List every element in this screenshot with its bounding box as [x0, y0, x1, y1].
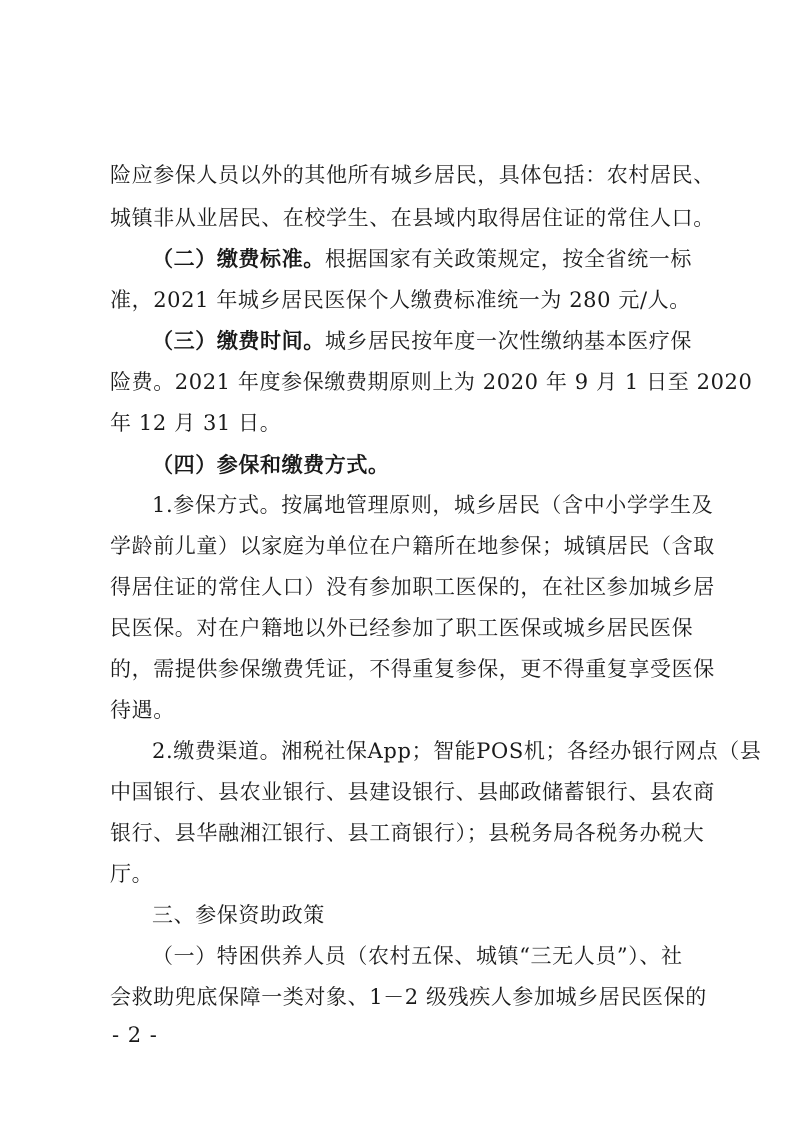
text-line-7: 险费。2021 年度参保缴费期原则上为 2020 年 9 月 1 日至 2020	[110, 370, 753, 394]
text-line-2: 城镇非从业居民、在校学生、在县域内取得居住证的常住人口。	[110, 206, 715, 230]
section-heading-three: 三、参保资助政策	[152, 903, 325, 927]
text-line-8: 年 12 月 31 日。	[110, 411, 282, 435]
text-line-11: 学龄前儿童）以家庭为单位在户籍所在地参保；城镇居民（含取	[110, 534, 715, 558]
section-2-line	[152, 244, 693, 274]
section-2-text: 根据国家有关政策规定，按全省统一标	[324, 247, 693, 271]
text-line-13: 民医保。对在户籍地以外已经参加了职工医保或城乡居民医保	[110, 616, 694, 640]
section-3-heading: 缴费时间。	[216, 328, 325, 353]
text-line-16: 2.缴费渠道。湘税社保App；智能POS机；各经办银行网点（县	[152, 739, 762, 763]
section-2-heading: 缴费标准。	[216, 246, 325, 271]
text-line-22: 会救助兜底保障一类对象、1－2 级残疾人参加城乡居民医保的	[110, 985, 707, 1009]
text-line-21: （一）特困供养人员（农村五保、城镇“三无人员”）、社	[152, 944, 683, 968]
text-line-4: 准，2021 年城乡居民医保个人缴费标准统一为 280 元/人。	[110, 288, 691, 312]
text-line-10: 1.参保方式。按属地管理原则，城乡居民（含中小学学生及	[152, 493, 714, 517]
section-4-heading: （四）参保和缴费方式。	[152, 452, 390, 477]
text-line-15: 待遇。	[110, 698, 175, 722]
section-3-label: （三）	[152, 328, 217, 353]
section-3-text: 城乡居民按年度一次性缴纳基本医疗保	[324, 329, 693, 353]
text-line-17: 中国银行、县农业银行、县建设银行、县邮政储蓄银行、县农商	[110, 780, 715, 804]
section-3-line	[152, 326, 693, 356]
text-line-14: 的，需提供参保缴费凭证，不得重复参保，更不得重复享受医保	[110, 657, 715, 681]
text-line-1: 险应参保人员以外的其他所有城乡居民，具体包括：农村居民、	[110, 163, 715, 187]
text-line-19: 厅。	[110, 862, 154, 886]
text-line-18: 银行、县华融湘江银行、县工商银行）；县税务局各税务办税大	[110, 821, 705, 845]
section-2-label: （二）	[152, 246, 217, 271]
text-line-12: 得居住证的常住人口）没有参加职工医保的，在社区参加城乡居	[110, 575, 715, 599]
page-number: - 2 -	[112, 1023, 158, 1047]
